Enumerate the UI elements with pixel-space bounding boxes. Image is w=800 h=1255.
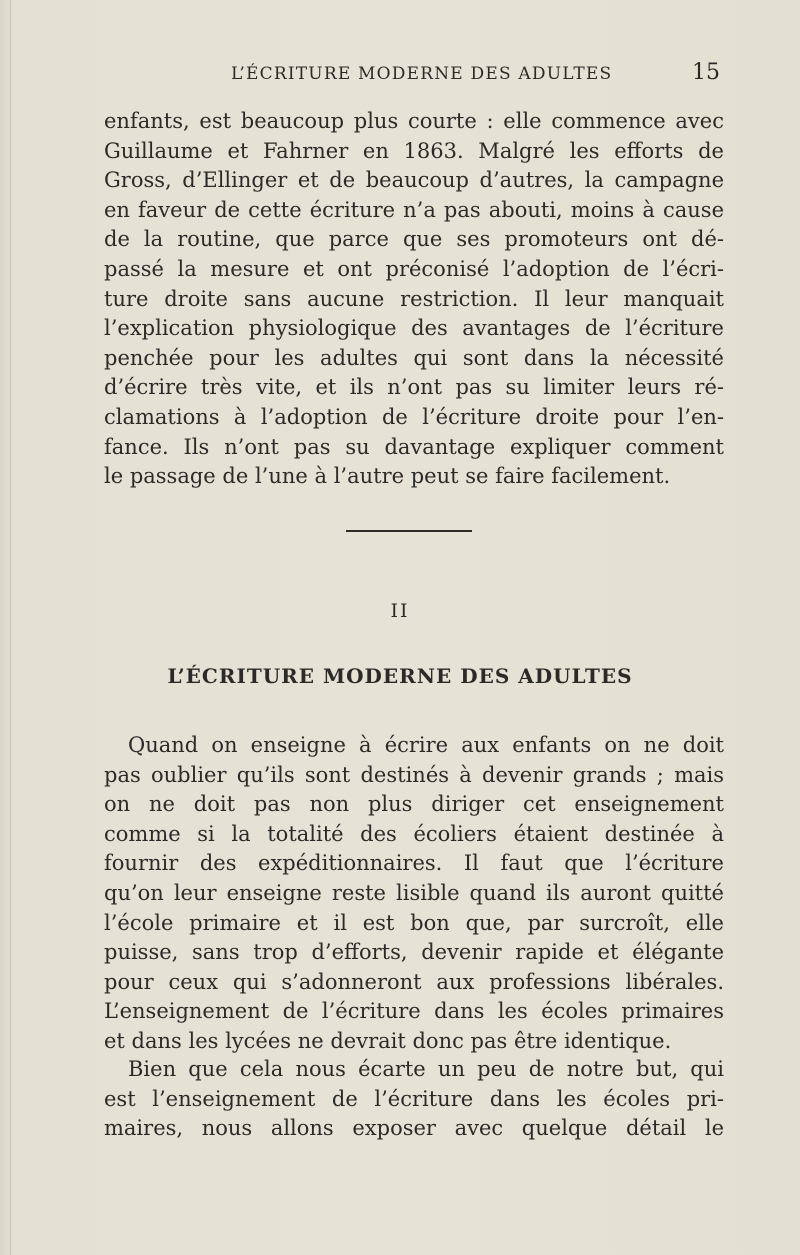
text-line: l’école primaire et il est bon que, par surcroît, elle bbox=[104, 910, 724, 935]
text-line: pour ceux qui s’adonneront aux professions libérales. bbox=[104, 969, 724, 994]
text-line: L’enseignement de l’écriture dans les écoles primaires bbox=[104, 999, 724, 1024]
paragraph-2 bbox=[104, 731, 724, 1057]
text-line: ture droite sans aucune restriction. Il leur manquait bbox=[104, 286, 724, 311]
text-line: on ne doit pas non plus diriger cet enseignement bbox=[104, 792, 724, 817]
text-line: clamations à l’adoption de l’écriture droite pour l’en- bbox=[104, 404, 724, 429]
section-number: II bbox=[390, 600, 410, 622]
text-line: de la routine, que parce que ses promoteurs ont dé- bbox=[104, 227, 724, 252]
text-line: fournir des expéditionnaires. Il faut que l’écriture bbox=[104, 851, 724, 876]
text-line: et dans les lycées ne devrait donc pas être identique. bbox=[104, 1028, 672, 1053]
text-line: qu’on leur enseigne reste lisible quand ils auront quitté bbox=[104, 880, 724, 905]
text-line: le passage de l’une à l’autre peut se faire facilement. bbox=[104, 464, 671, 489]
text-line: en faveur de cette écriture n’a pas abouti, moins à cause bbox=[104, 197, 724, 222]
text-line: passé la mesure et ont préconisé l’adoption de l’écri- bbox=[104, 256, 724, 281]
text-line: comme si la totalité des écoliers étaient destinée à bbox=[104, 821, 724, 846]
text-line: Quand on enseigne à écrire aux enfants on ne doit bbox=[128, 733, 724, 757]
text-line: d’écrire très vite, et ils n’ont pas su limiter leurs ré- bbox=[104, 375, 724, 400]
page-number: 15 bbox=[692, 60, 720, 85]
text-line: pas oublier qu’ils sont destinés à devenir grands ; mais bbox=[104, 762, 724, 787]
text-line: enfants, est beaucoup plus courte : elle commence avec bbox=[104, 109, 724, 133]
text-line: maires, nous allons exposer avec quelque détail le bbox=[104, 1116, 724, 1141]
section-title: L’ÉCRITURE MODERNE DES ADULTES bbox=[167, 664, 633, 688]
paragraph-1 bbox=[104, 107, 724, 492]
binding-gutter bbox=[10, 0, 11, 1255]
running-title: L’ÉCRITURE MODERNE DES ADULTES bbox=[231, 64, 613, 84]
paragraph-3 bbox=[104, 1055, 724, 1144]
text-line: puisse, sans trop d’efforts, devenir rapide et élégante bbox=[104, 940, 724, 965]
text-line: est l’enseignement de l’écriture dans les écoles pri- bbox=[104, 1086, 724, 1111]
running-head bbox=[0, 60, 800, 88]
text-line: Gross, d’Ellinger et de beaucoup d’autres, la campagne bbox=[104, 168, 724, 193]
text-line: l’explication physiologique des avantages de l’écriture bbox=[104, 316, 724, 341]
section-divider-rule bbox=[346, 530, 472, 532]
text-line: penchée pour les adultes qui sont dans la nécessité bbox=[104, 345, 724, 370]
text-line: Bien que cela nous écarte un peu de notre but, qui bbox=[128, 1057, 724, 1081]
text-line: fance. Ils n’ont pas su davantage expliquer comment bbox=[104, 434, 724, 459]
text-line: Guillaume et Fahrner en 1863. Malgré les efforts de bbox=[104, 138, 724, 163]
